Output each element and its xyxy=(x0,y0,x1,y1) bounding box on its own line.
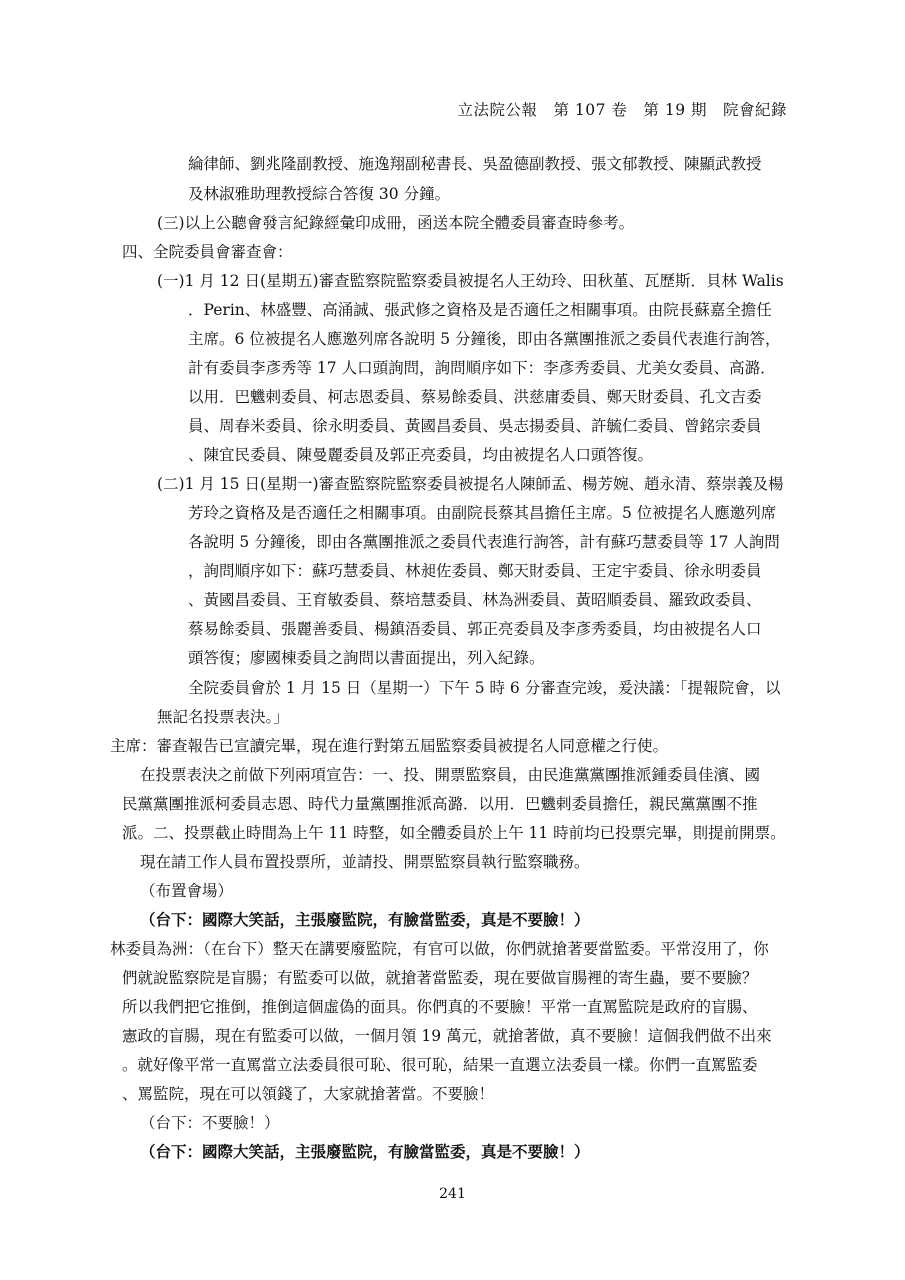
speaker-line: 林委員為洲：（在台下）整天在講要廢監院，有官可以做，你們就搶著要當監委。平常沒用了，你 xyxy=(110,940,769,958)
body-line: 、黃國昌委員、王育敏委員、蔡培慧委員、林為洲委員、黃昭順委員、羅致政委員、 xyxy=(188,591,762,609)
body-line: 及林淑雅助理教授綜合答復 30 分鐘。 xyxy=(188,185,451,203)
body-line: 蔡易餘委員、張麗善委員、楊鎮浯委員、郭正亮委員及李彥秀委員，均由被提名人口 xyxy=(188,620,762,638)
body-line: 員、周春米委員、徐永明委員、黃國昌委員、吳志揚委員、許毓仁委員、曾銘宗委員 xyxy=(188,417,762,435)
body-line: 以用．巴魕剌委員、柯志恩委員、蔡易餘委員、洪慈庸委員、鄭天財委員、孔文吉委 xyxy=(188,388,762,406)
stage-note: （台下：不要臉！） xyxy=(140,1114,280,1132)
body-line: 芳玲之資格及是否適任之相關事項。由副院長蔡其昌擔任主席。5 位被提名人應邀列席 xyxy=(188,504,777,522)
body-line: 計有委員李彥秀等 17 人口頭詢問，詢問順序如下：李彥秀委員、尤美女委員、高潞． xyxy=(188,359,776,377)
body-line: 無記名投票表決。」 xyxy=(157,708,289,726)
body-line: 綸律師、劉兆隆副教授、施逸翔副秘書長、吳盈德副教授、張文郁教授、陳顯武教授 xyxy=(188,155,762,173)
body-line: 頭答復；廖國棟委員之詢問以書面提出，列入紀錄。 xyxy=(188,649,545,667)
body-line: 。就好像平常一直罵當立法委員很可恥、很可恥，結果一直選立法委員一樣。你們一直罵監委 xyxy=(122,1056,758,1074)
body-line: 各說明 5 分鐘後，即由各黨團推派之委員代表進行詢答，計有蘇巧慧委員等 17 人詢問 xyxy=(188,533,780,551)
body-line: (一)1 月 12 日(星期五)審查監察院監察委員被提名人王幼玲、田秋堇、瓦歷斯．貝林 Walis xyxy=(157,272,784,290)
speaker-line: 主席：審查報告已宣讀完畢，現在進行對第五屆監察委員被提名人同意權之行使。 xyxy=(110,737,669,755)
body-line: 憲政的盲腸，現在有監委可以做，一個月領 19 萬元，就搶著做，真不要臉！這個我們做不出來 xyxy=(122,1027,772,1045)
body-line: 、罵監院，現在可以領錢了，大家就搶著當。不要臉！ xyxy=(122,1085,495,1103)
stage-note: （台下：國際大笑話，主張廢監院，有臉當監委，真是不要臉！） xyxy=(140,1142,590,1161)
page-number: 241 xyxy=(439,1186,466,1202)
body-line: 所以我們把它推倒，推倒這個虛偽的面具。你們真的不要臉！平常一直罵監院是政府的盲腸、 xyxy=(122,998,758,1016)
body-line: 全院委員會於 1 月 15 日（星期一）下午 5 時 6 分審查完竣，爰決議：「提報院會，以 xyxy=(188,679,781,697)
body-line: (二)1 月 15 日(星期一)審查監察院監察委員被提名人陳師孟、楊芳婉、趙永清、蔡崇義及楊 xyxy=(157,475,784,493)
page-header: 立法院公報 第 107 卷 第 19 期 院會紀錄 xyxy=(457,101,787,119)
body-line: (三)以上公聽會發言紀錄經彙印成冊，函送本院全體委員審查時參考。 xyxy=(157,214,635,232)
section-heading: 四、全院委員會審查會： xyxy=(122,243,293,261)
body-line: 們就說監察院是盲腸；有監委可以做，就搶著當監委，現在要做盲腸裡的寄生蟲，要不要臉？ xyxy=(122,969,758,987)
stage-note: （台下：國際大笑話，主張廢監院，有臉當監委，真是不要臉！） xyxy=(140,910,590,929)
body-line: 在投票表決之前做下列兩項宣告：一、投、開票監察員，由民進黨黨團推派鍾委員佳濱、國 xyxy=(140,766,761,784)
body-line: 、陳宜民委員、陳曼麗委員及郭正亮委員，均由被提名人口頭答復。 xyxy=(188,446,654,464)
body-line: ，詢問順序如下：蘇巧慧委員、林昶佐委員、鄭天財委員、王定宇委員、徐永明委員 xyxy=(188,562,762,580)
body-line: 主席。6 位被提名人應邀列席各說明 5 分鐘後，即由各黨團推派之委員代表進行詢答， xyxy=(188,330,781,348)
stage-note: （布置會場） xyxy=(140,882,234,900)
body-line: 民黨黨團推派柯委員志恩、時代力量黨團推派高潞．以用．巴魕剌委員擔任，親民黨黨團不推 xyxy=(122,795,758,813)
body-line: 派。二、投票截止時間為上午 11 時整，如全體委員於上午 11 時前均已投票完畢，則提前開票。 xyxy=(122,824,786,842)
body-line: ．Perin、林盛豐、高涌誠、張武修之資格及是否適任之相關事項。由院長蘇嘉全擔任 xyxy=(188,301,772,319)
body-line: 現在請工作人員布置投票所，並請投、開票監察員執行監察職務。 xyxy=(140,853,590,871)
